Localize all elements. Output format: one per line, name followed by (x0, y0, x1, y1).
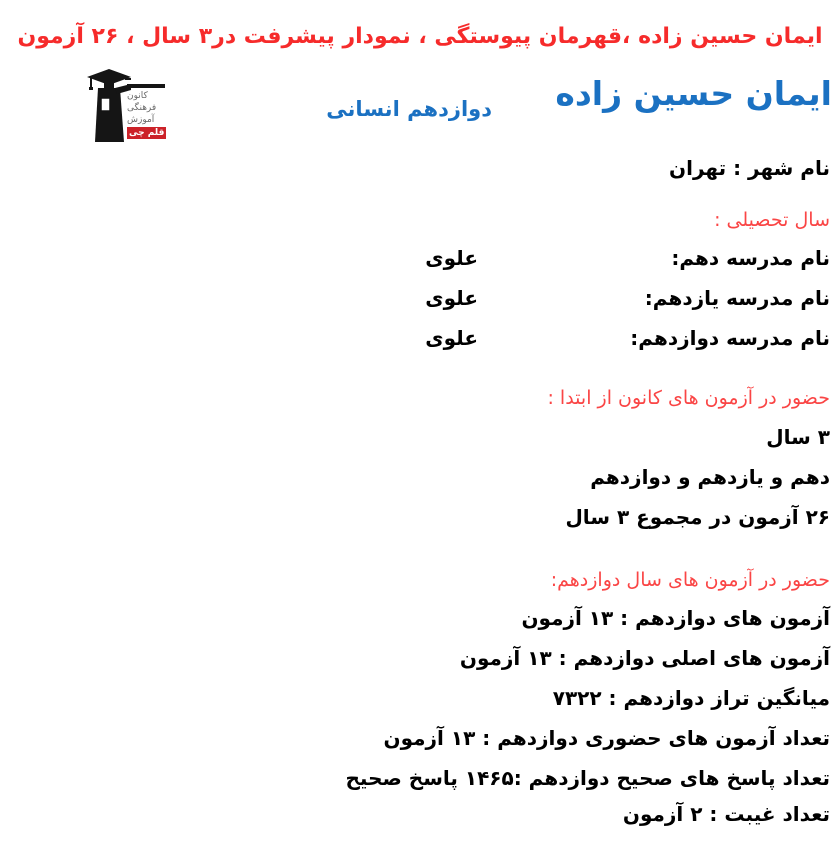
logo-org-line: آموزش (127, 115, 155, 125)
academic-year-heading: سال تحصیلی : (714, 209, 830, 231)
student-name: ایمان حسین زاده (555, 74, 832, 113)
twelfth-average-score-line: میانگین تراز دوازدهم : ۷۳۲۲ (552, 686, 830, 710)
history-grades-line: دهم و یازدهم و دوازدهم (590, 465, 830, 489)
page-title: ایمان حسین زاده ،قهرمان پیوستگی ، نمودار پیشرفت در۳ سال ، ۲۶ آزمون (17, 24, 823, 49)
twelfth-exams-line: آزمون های دوازدهم : ۱۳ آزمون (521, 606, 830, 630)
logo-brand-badge: قلم چی (129, 128, 165, 138)
twelfth-correct-answers-line: تعداد پاسخ های صحیح دوازدهم :۱۴۶۵ پاسخ صحیح (345, 766, 830, 790)
logo-org-line: فرهنگی (127, 103, 157, 113)
twelfth-absences-line: تعداد غیبت : ۲ آزمون (622, 802, 830, 826)
graduate-arm-shape (127, 84, 165, 88)
school-value-grade10: علوی (425, 246, 478, 270)
school-label-grade12: نام مدرسه دوازدهم: (630, 326, 830, 350)
school-value-grade11: علوی (425, 286, 478, 310)
graduate-icon (85, 64, 131, 148)
twelfth-main-exams-line: آزمون های اصلی دوازدهم : ۱۳ آزمون (459, 646, 830, 670)
school-value-grade12: علوی (425, 326, 478, 350)
twelfth-inperson-exams-line: تعداد آزمون های حضوری دوازدهم : ۱۳ آزمون (383, 726, 830, 750)
history-total-exams-line: ۲۶ آزمون در مجموع ۳ سال (565, 505, 830, 529)
school-label-grade11: نام مدرسه یازدهم: (644, 286, 830, 310)
grade-field-label: دوازدهم انسانی (326, 97, 492, 121)
kanoon-logo-text (127, 84, 165, 139)
city-line: نام شهر : تهران (669, 156, 830, 180)
kanoon-history-heading: حضور در آزمون های کانون از ابتدا : (547, 387, 830, 409)
twelfth-year-heading: حضور در آزمون های سال دوازدهم: (550, 569, 830, 591)
logo-org-line: کانون (127, 91, 148, 101)
school-row-grade12 (425, 323, 830, 353)
school-row-grade11 (425, 283, 830, 313)
kanoon-logo (85, 64, 165, 148)
history-years-line: ۳ سال (766, 425, 830, 449)
school-row-grade10 (425, 243, 830, 273)
school-label-grade10: نام مدرسه دهم: (671, 246, 830, 270)
